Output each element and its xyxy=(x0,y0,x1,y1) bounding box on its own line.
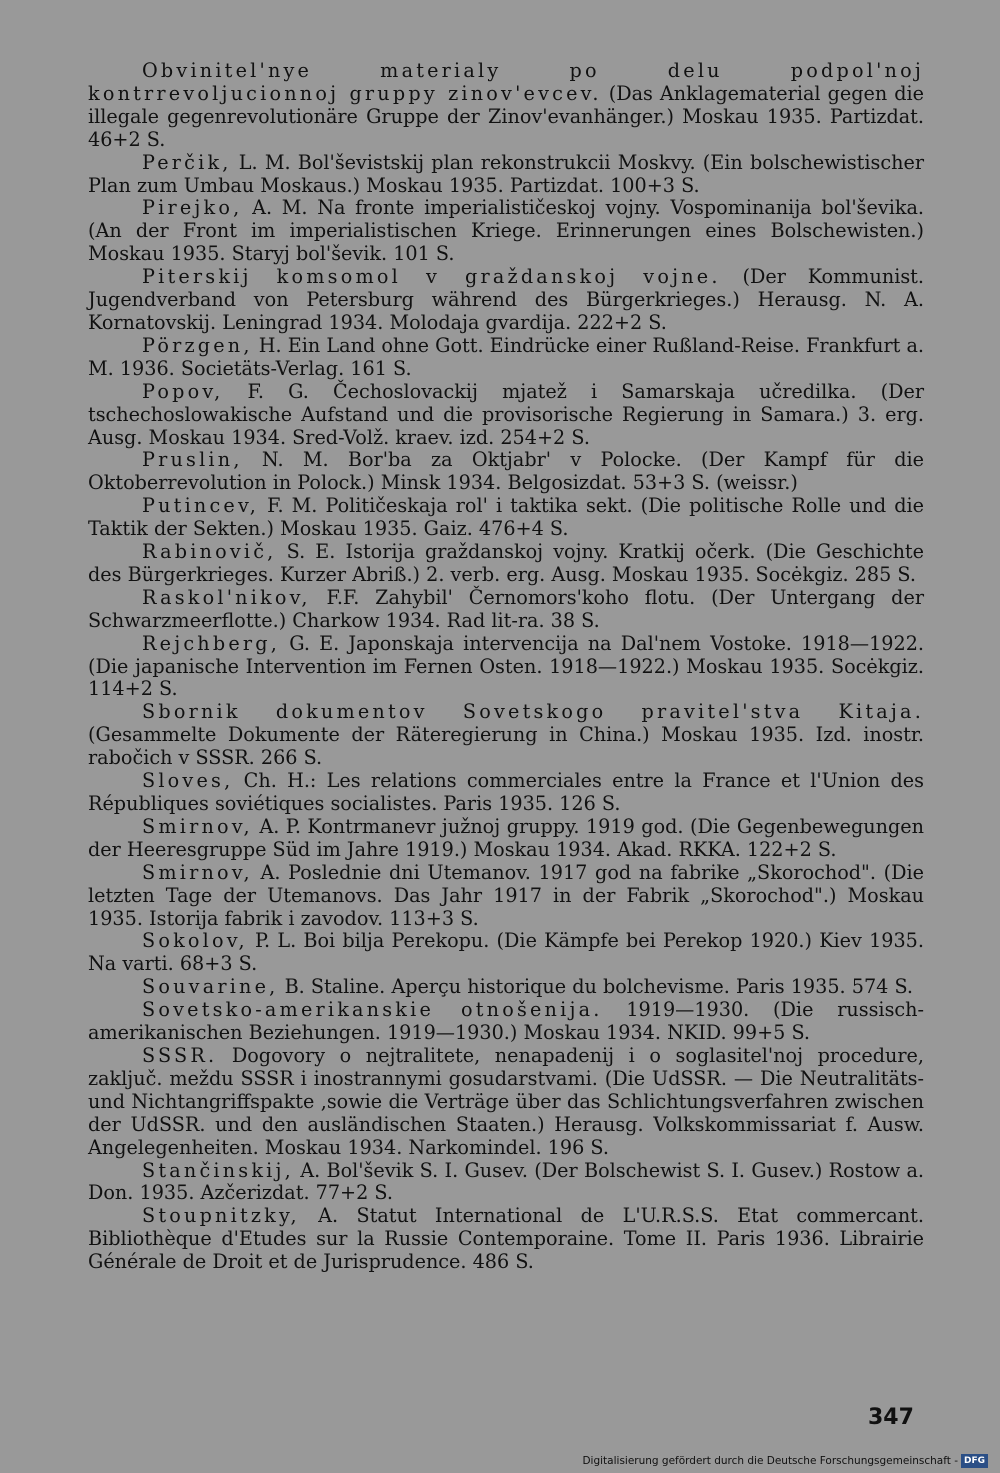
entry-text: (Gesammelte Dokumente der Räteregierung in China.) Moskau 1935. Izd. inostr. rabočich v SSSR. 266 S. xyxy=(88,723,924,770)
entry-text: N. M. Bor'ba za Oktjabr' v Polocke. (Der Kampf für die Oktoberrevolution in Polock.) Minsk 1934. Belgosizdat. 53+3 S. (weissr.) xyxy=(88,448,924,495)
bibliography-entry xyxy=(88,862,924,931)
entry-heading: Smirnov, xyxy=(142,814,253,838)
entry-heading: Pörzgen, xyxy=(142,333,253,357)
entry-text: A. P. Kontrmanevr južnoj gruppy. 1919 god. (Die Gegenbewegungen der Heeresgruppe Süd im Jahre 1919.) Moskau 1934. Akad. RKKA. 122+2 S. xyxy=(88,814,924,861)
entry-heading: Piterskij komsomol v graždanskoj vojne. xyxy=(142,265,721,289)
digitization-footer xyxy=(582,1454,988,1468)
entry-heading: Sbornik dokumentov Sovetskogo pravitel'stva Kitaja. xyxy=(142,700,924,724)
entry-text: Dogovory o nejtralitete, nenapadenij i o soglasitel'noj procedure, zaključ. meždu SSSR i inostrannymi gosudarstvami. (Die UdSSR. — Die Neutralitäts- und Nichtangriffspakte ,sowie die Verträge über das Schlichtungsverfahren zwischen der UdSSR. und den ausländischen Staaten.) Herausg. Volkskommissariat f. Ausw. Angelegenheiten. Moskau 1934. Narkomindel. 196 S. xyxy=(88,1043,924,1159)
entry-heading: Sloves, xyxy=(142,769,234,793)
entry-text: A. Statut International de L'U.R.S.S. Etat commercant. Bibliothèque d'Etudes sur la Russie Contemporaine. Tome II. Paris 1936. Librairie Générale de Droit et de Jurisprudence. 486 S. xyxy=(88,1204,924,1274)
bibliography-entry xyxy=(88,335,924,381)
entry-heading: Putincev, xyxy=(142,494,260,518)
entry-text: S. E. Istorija graždanskoj vojny. Kratkij očerk. (Die Geschichte des Bürgerkrieges. Kurzer Abriß.) 2. verb. erg. Ausg. Moskau 1935. Socėkgiz. 285 S. xyxy=(88,540,924,586)
bibliography-entry xyxy=(88,770,924,816)
entry-text: L. M. Bol'ševistskij plan rekonstrukcii Moskvy. (Ein bolschewistischer Plan zum Umbau Moskaus.) Moskau 1935. Partizdat. 100+3 S. xyxy=(88,150,924,197)
bibliography-entry xyxy=(88,197,924,266)
bibliography-page xyxy=(88,60,924,1274)
entry-text: A. Bol'ševik S. I. Gusev. (Der Bolschewist S. I. Gusev.) Rostow a. Don. 1935. Azčerizdat. 77+2 S. xyxy=(88,1158,924,1205)
entry-text: H. Ein Land ohne Gott. Eindrücke einer Rußland-Reise. Frankfurt a. M. 1936. Societäts-Verlag. 161 S. xyxy=(88,333,924,380)
entry-heading: SSSR. xyxy=(142,1043,218,1067)
entry-heading: Pirejko, xyxy=(142,196,243,220)
bibliography-entry xyxy=(88,633,924,702)
entry-heading: Sokolov, xyxy=(142,929,248,953)
entry-text: A. M. Na fronte imperialističeskoj vojny. Vospominanija bol'ševika. (An der Front im imperialistischen Kriege. Erinnerungen eines Bolschewisten.) Moskau 1935. Staryj bol'ševik. 101 S. xyxy=(88,196,924,266)
entry-text: P. L. Boi bilja Perekopu. (Die Kämpfe bei Perekop 1920.) Kiev 1935. Na varti. 68+3 S. xyxy=(88,929,924,976)
footer-credit-text: Digitalisierung gefördert durch die Deutsche Forschungsgemeinschaft - xyxy=(582,1455,958,1467)
bibliography-entry xyxy=(88,449,924,495)
bibliography-entry xyxy=(88,1160,924,1206)
bibliography-entry xyxy=(88,930,924,976)
entry-heading: Rabinovič, xyxy=(142,540,277,564)
entry-heading: Stoupnitzky, xyxy=(142,1204,300,1228)
entry-heading: Sovetsko-amerikanskie otnošenija. xyxy=(142,998,603,1022)
entry-text: F. G. Čechoslovackij mjatež i Samarskaja učredilka. (Der tschechoslowakische Aufstand und die provisorische Regierung in Samara.) 3. erg. Ausg. Moskau 1934. Sred-Volž. kraev. izd. 254+2 S. xyxy=(88,379,924,449)
entry-text: 1919—1930. (Die russisch-amerikanischen Beziehungen. 1919—1930.) Moskau 1934. NKID. 99+5 S. xyxy=(88,998,924,1045)
bibliography-entry xyxy=(88,381,924,450)
entry-text: F.F. Zahybil' Černomors'koho flotu. (Der Untergang der Schwarzmeerflotte.) Charkow 1934. Rad lit-ra. 38 S. xyxy=(88,585,924,632)
entry-heading: Souvarine, xyxy=(142,975,279,999)
bibliography-entry xyxy=(88,816,924,862)
entry-text: (Das Anklagematerial gegen die illegale gegenrevolutionäre Gruppe der Zinov'evanhänger.) Moskau 1935. Partizdat. 46+2 S. xyxy=(88,81,924,151)
bibliography-entry xyxy=(88,495,924,541)
bibliography-entry xyxy=(88,152,924,198)
entry-text: A. Poslednie dni Utemanov. 1917 god na fabrike „Skorochod". (Die letzten Tage der Utemanovs. Das Jahr 1917 in der Fabrik „Skorochod".) Moskau 1935. Istorija fabrik i zavodov. 113+3 S. xyxy=(88,860,924,930)
entry-heading: Pruslin, xyxy=(142,448,243,472)
entry-heading: Obvinitel'nye materialy po delu podpol'noj kontrrevoljucionnoj gruppy zinov'evcev. xyxy=(88,59,924,105)
entry-heading: Perčik, xyxy=(142,150,232,174)
bibliography-entry xyxy=(88,976,924,999)
bibliography-entry xyxy=(88,266,924,335)
bibliography-entry xyxy=(88,60,924,152)
bibliography-entry xyxy=(88,701,924,770)
bibliography-entry xyxy=(88,999,924,1045)
entry-text: G. E. Japonskaja intervencija na Dal'nem Vostoke. 1918—1922. (Die japanische Intervention im Fernen Osten. 1918—1922.) Moskau 1935. Socėkgiz. 114+2 S. xyxy=(88,631,924,701)
entry-text: (Der Kommunist. Jugendverband von Petersburg während des Bürgerkrieges.) Herausg. N. A. Kornatovskij. Leningrad 1934. Molodaja gvardija. 222+2 S. xyxy=(88,265,924,334)
entry-heading: Raskol'nikov, xyxy=(142,585,311,609)
page-number: 347 xyxy=(868,1405,914,1430)
entry-heading: Popov, xyxy=(142,379,224,403)
entry-heading: Rejchberg, xyxy=(142,631,281,655)
bibliography-entry xyxy=(88,541,924,587)
entry-text: Ch. H.: Les relations commerciales entre la France et l'Union des Républiques soviétiques socialistes. Paris 1935. 126 S. xyxy=(88,769,924,815)
entry-text: B. Staline. Aperçu historique du bolchevisme. Paris 1935. 574 S. xyxy=(278,975,914,999)
bibliography-entry xyxy=(88,1205,924,1274)
dfg-logo: DFG xyxy=(961,1454,988,1468)
entry-heading: Smirnov, xyxy=(142,860,253,884)
entry-text: F. M. Političeskaja rol' i taktika sekt. (Die politische Rolle und die Taktik der Sekten.) Moskau 1935. Gaiz. 476+4 S. xyxy=(88,494,924,541)
bibliography-entry xyxy=(88,587,924,633)
bibliography-entry xyxy=(88,1045,924,1160)
entry-heading: Stančinskij, xyxy=(142,1158,294,1182)
